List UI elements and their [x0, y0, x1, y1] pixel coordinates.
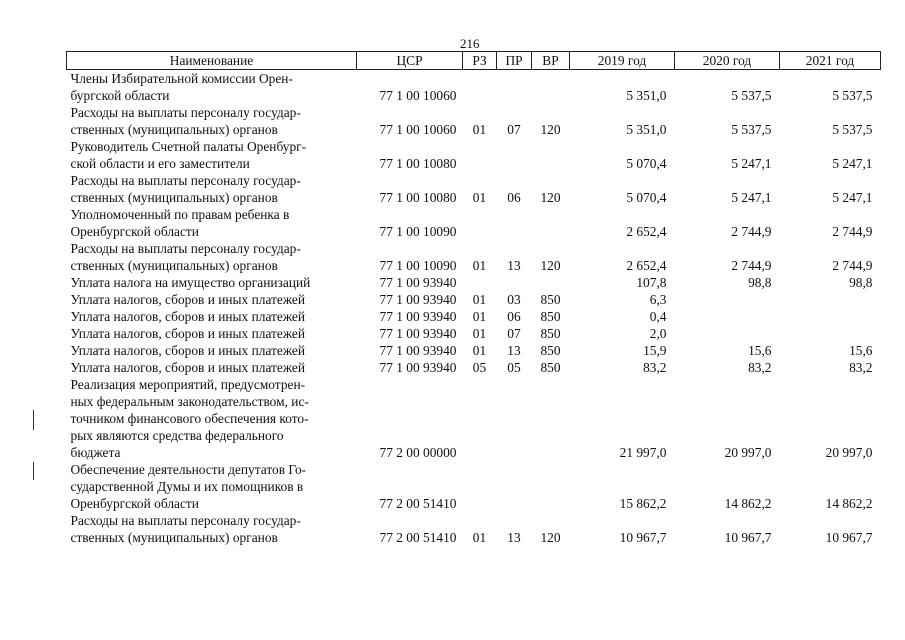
- row-pr: [497, 206, 532, 240]
- header-2020: 2020 год: [675, 52, 780, 70]
- row-2019: 2,0: [649, 326, 667, 341]
- row-pr: 13: [507, 530, 521, 545]
- row-2020: 83,2: [748, 360, 772, 375]
- row-csr: 77 1 00 93940: [379, 343, 457, 358]
- row-pr: [497, 376, 532, 461]
- row-name: [67, 461, 357, 512]
- row-name: [67, 342, 357, 359]
- row-csr: 77 1 00 93940: [379, 309, 457, 324]
- row-vr: 120: [540, 530, 561, 545]
- row-vr: 850: [540, 309, 561, 324]
- row-name-line: Члены Избирательной комиссии Орен-: [70, 71, 293, 86]
- row-name: [67, 274, 357, 291]
- row-name-line: Расходы на выплаты персоналу государ-: [70, 241, 301, 256]
- header-pr: ПР: [497, 52, 532, 70]
- row-2020: [675, 291, 780, 308]
- row-2020: 5 247,1: [731, 156, 772, 171]
- row-vr: 850: [540, 360, 561, 375]
- row-vr: 120: [540, 190, 561, 205]
- row-pr: [497, 274, 532, 291]
- table-row: [67, 291, 881, 308]
- table-row: [67, 274, 881, 291]
- row-name-line: Уплата налога на имущество организаций: [70, 275, 311, 290]
- row-name: [67, 172, 357, 206]
- row-vr: [532, 274, 570, 291]
- row-2020: [675, 325, 780, 342]
- row-2021: [780, 291, 881, 308]
- row-name-line: точником финансового обеспечения кото-: [70, 411, 309, 426]
- table-row: [67, 308, 881, 325]
- row-vr: [532, 461, 570, 512]
- row-name: [67, 359, 357, 376]
- row-2021: 83,2: [849, 360, 873, 375]
- row-vr: [532, 70, 570, 105]
- row-2020: 14 862,2: [724, 496, 772, 511]
- row-csr: 77 1 00 93940: [379, 275, 457, 290]
- row-csr: 77 1 00 93940: [379, 292, 457, 307]
- row-name: [67, 206, 357, 240]
- row-2019: 83,2: [643, 360, 667, 375]
- row-pr: [497, 138, 532, 172]
- row-2021: [780, 308, 881, 325]
- row-pr: 06: [507, 309, 521, 324]
- row-vr: 850: [540, 326, 561, 341]
- row-2019: 21 997,0: [619, 445, 667, 460]
- row-rz: [463, 138, 497, 172]
- row-pr: 07: [507, 326, 521, 341]
- row-name-line: Уплата налогов, сборов и иных платежей: [70, 360, 306, 375]
- row-2019: 6,3: [649, 292, 667, 307]
- row-rz: 01: [472, 343, 487, 358]
- row-name-line: рых являются средства федерального: [70, 428, 284, 443]
- table-row: [67, 70, 881, 105]
- row-name-line: ственных (муниципальных) органов: [70, 530, 278, 545]
- row-2021: 5 247,1: [832, 190, 873, 205]
- table-row: [67, 325, 881, 342]
- table-row: [67, 138, 881, 172]
- row-pr: 13: [507, 343, 521, 358]
- row-2021: 5 537,5: [832, 88, 873, 103]
- row-name: [67, 138, 357, 172]
- row-rz: 05: [472, 360, 487, 375]
- table-body: [67, 70, 881, 547]
- row-2020: 10 967,7: [724, 530, 772, 545]
- row-name-line: сударственной Думы и их помощников в: [70, 479, 304, 494]
- table-row: [67, 512, 881, 546]
- row-pr: [497, 461, 532, 512]
- table-row: [67, 461, 881, 512]
- row-2020: 20 997,0: [724, 445, 772, 460]
- header-2021: 2021 год: [780, 52, 881, 70]
- table-row: [67, 172, 881, 206]
- row-2021: 5 247,1: [832, 156, 873, 171]
- row-2020: 98,8: [748, 275, 772, 290]
- margin-mark: [33, 410, 34, 430]
- row-name-line: Расходы на выплаты персоналу государ-: [70, 173, 301, 188]
- table-row: [67, 104, 881, 138]
- row-name-line: Реализация мероприятий, предусмотрен-: [70, 377, 306, 392]
- row-2021: 10 967,7: [825, 530, 873, 545]
- row-name: [67, 70, 357, 105]
- row-csr: 77 2 00 51410: [379, 530, 457, 545]
- row-2021: 5 537,5: [832, 122, 873, 137]
- row-2019: 10 967,7: [619, 530, 667, 545]
- row-pr: 06: [507, 190, 521, 205]
- row-2021: 15,6: [849, 343, 873, 358]
- row-2019: 2 652,4: [626, 224, 667, 239]
- header-rz: РЗ: [463, 52, 497, 70]
- row-2020: 5 537,5: [731, 88, 772, 103]
- row-name-line: Уплата налогов, сборов и иных платежей: [70, 343, 306, 358]
- row-name-line: Уплата налогов, сборов и иных платежей: [70, 326, 306, 341]
- row-vr: [532, 206, 570, 240]
- table-row: [67, 342, 881, 359]
- row-name-line: ственных (муниципальных) органов: [70, 190, 278, 205]
- row-name-line: бюджета: [70, 445, 121, 460]
- header-csr: ЦСР: [357, 52, 463, 70]
- margin-mark: [33, 462, 34, 480]
- row-name-line: Оренбургской области: [70, 496, 199, 511]
- header-2019: 2019 год: [570, 52, 675, 70]
- row-name: [67, 104, 357, 138]
- row-2021: 14 862,2: [825, 496, 873, 511]
- table-row: [67, 376, 881, 461]
- table-row: [67, 359, 881, 376]
- row-2021: 2 744,9: [832, 258, 873, 273]
- row-name-line: ственных (муниципальных) органов: [70, 258, 278, 273]
- row-csr: 77 1 00 10060: [379, 88, 457, 103]
- row-2020: [675, 308, 780, 325]
- row-rz: [463, 274, 497, 291]
- row-name: [67, 376, 357, 461]
- row-name-line: Расходы на выплаты персоналу государ-: [70, 513, 301, 528]
- row-rz: 01: [472, 122, 487, 137]
- row-vr: [532, 138, 570, 172]
- row-name-line: Расходы на выплаты персоналу государ-: [70, 105, 301, 120]
- row-vr: 120: [540, 258, 561, 273]
- row-2019: 2 652,4: [626, 258, 667, 273]
- row-name-line: ных федеральным законодательством, ис-: [70, 394, 309, 409]
- row-pr: [497, 70, 532, 105]
- table-row: [67, 206, 881, 240]
- row-name-line: ственных (муниципальных) органов: [70, 122, 278, 137]
- row-pr: 03: [507, 292, 521, 307]
- row-rz: [463, 206, 497, 240]
- row-vr: 120: [540, 122, 561, 137]
- row-name: [67, 240, 357, 274]
- row-2021: 20 997,0: [825, 445, 873, 460]
- row-2019: 5 351,0: [626, 88, 667, 103]
- row-vr: 850: [540, 343, 561, 358]
- budget-table: [66, 51, 881, 546]
- row-rz: [463, 461, 497, 512]
- row-rz: [463, 70, 497, 105]
- row-name-line: Уполномоченный по правам ребенка в: [70, 207, 290, 222]
- row-csr: 77 1 00 10080: [379, 156, 457, 171]
- row-name-line: Оренбургской области: [70, 224, 199, 239]
- row-2020: 15,6: [748, 343, 772, 358]
- row-2020: 5 537,5: [731, 122, 772, 137]
- row-rz: 01: [472, 309, 487, 324]
- row-pr: 05: [507, 360, 521, 375]
- row-vr: [532, 376, 570, 461]
- row-csr: 77 1 00 93940: [379, 326, 457, 341]
- row-rz: 01: [472, 326, 487, 341]
- row-2020: 5 247,1: [731, 190, 772, 205]
- page-number: 216: [460, 36, 480, 51]
- table-row: [67, 240, 881, 274]
- row-csr: 77 1 00 10060: [379, 122, 457, 137]
- row-2020: 2 744,9: [731, 224, 772, 239]
- row-name-line: бургской области: [70, 88, 170, 103]
- row-2019: 0,4: [649, 309, 667, 324]
- row-csr: 77 2 00 51410: [379, 496, 457, 511]
- row-2019: 15 862,2: [619, 496, 667, 511]
- row-2019: 5 070,4: [626, 190, 667, 205]
- row-2019: 107,8: [636, 275, 667, 290]
- row-rz: [463, 376, 497, 461]
- row-vr: 850: [540, 292, 561, 307]
- row-rz: 01: [472, 190, 487, 205]
- row-name: [67, 308, 357, 325]
- row-2019: 5 351,0: [626, 122, 667, 137]
- row-2020: 2 744,9: [731, 258, 772, 273]
- row-csr: 77 1 00 93940: [379, 360, 457, 375]
- row-pr: 07: [507, 122, 521, 137]
- row-pr: 13: [507, 258, 521, 273]
- row-csr: 77 1 00 10080: [379, 190, 457, 205]
- row-2019: 15,9: [643, 343, 667, 358]
- row-2021: 2 744,9: [832, 224, 873, 239]
- row-2019: 5 070,4: [626, 156, 667, 171]
- row-csr: 77 1 00 10090: [379, 258, 457, 273]
- row-2021: 98,8: [849, 275, 873, 290]
- row-rz: 01: [472, 258, 487, 273]
- row-name: [67, 325, 357, 342]
- row-name-line: Обеспечение деятельности депутатов Го-: [70, 462, 307, 477]
- row-name-line: Уплата налогов, сборов и иных платежей: [70, 292, 306, 307]
- row-name: [67, 291, 357, 308]
- row-2021: [780, 325, 881, 342]
- row-csr: 77 1 00 10090: [379, 224, 457, 239]
- table-header-row: [67, 52, 881, 70]
- row-name-line: Уплата налогов, сборов и иных платежей: [70, 309, 306, 324]
- row-rz: 01: [472, 292, 487, 307]
- row-name: [67, 512, 357, 546]
- header-name: Наименование: [67, 52, 357, 70]
- row-rz: 01: [472, 530, 487, 545]
- row-name-line: ской области и его заместители: [70, 156, 250, 171]
- header-vr: ВР: [532, 52, 570, 70]
- row-csr: 77 2 00 00000: [379, 445, 457, 460]
- row-name-line: Руководитель Счетной палаты Оренбург-: [70, 139, 307, 154]
